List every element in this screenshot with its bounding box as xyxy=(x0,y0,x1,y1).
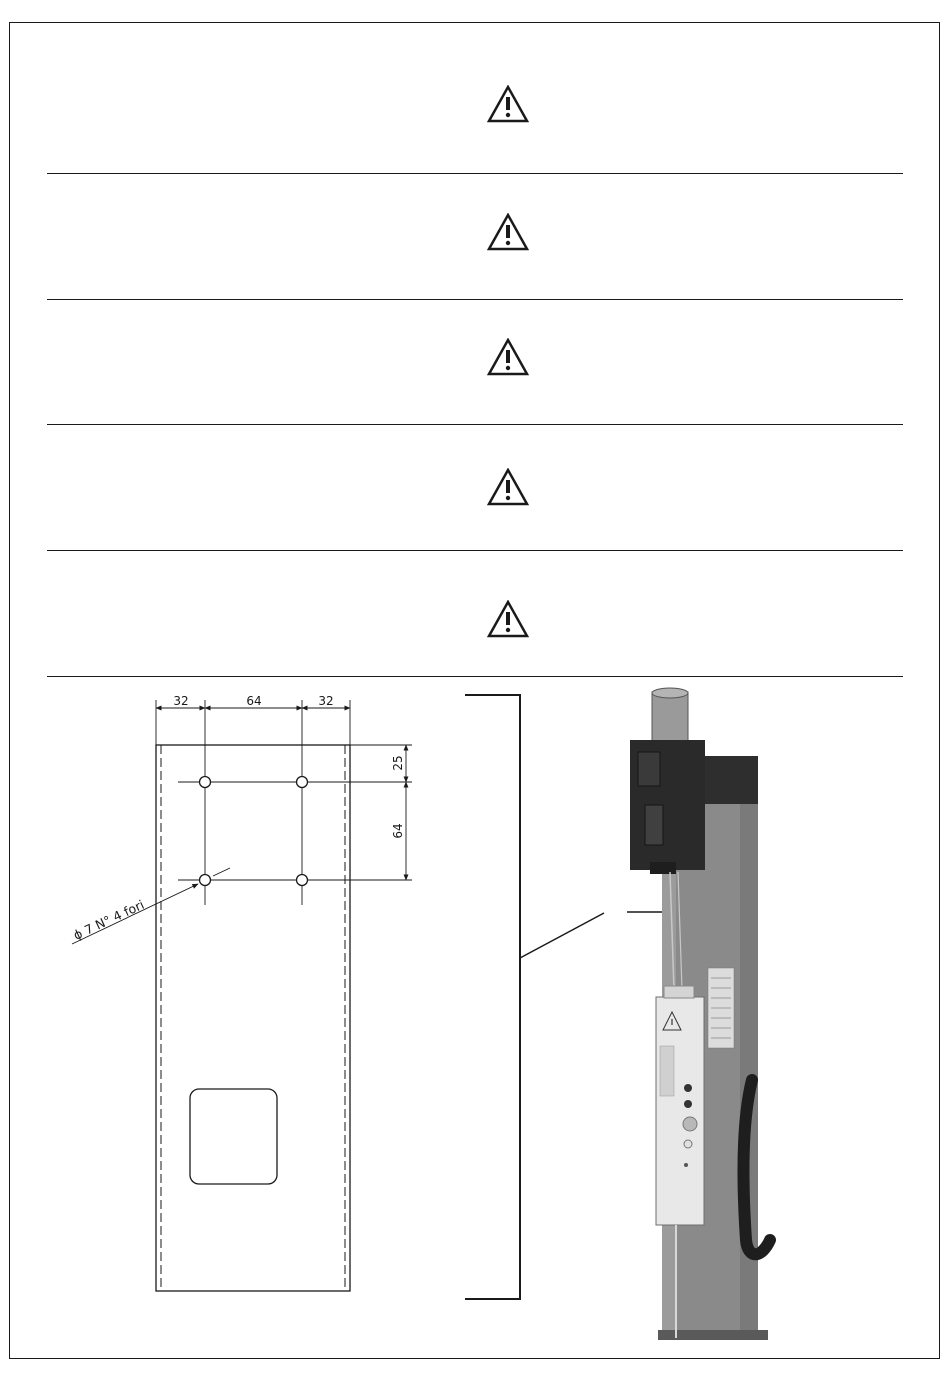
dimension-label: 64 xyxy=(391,823,405,839)
mounting-drawing xyxy=(0,680,950,1355)
plate-outline xyxy=(156,745,350,1291)
warning-triangle-icon xyxy=(487,85,529,123)
mounting-holes xyxy=(200,777,308,886)
hole-callout: ϕ 7 N° 4 fori xyxy=(70,896,147,943)
dimension-label: 25 xyxy=(391,755,405,771)
cutout-window xyxy=(190,1089,277,1184)
section-divider xyxy=(47,676,903,677)
dimension-label: 64 xyxy=(246,694,262,708)
section-divider xyxy=(47,424,903,425)
dimension-label: 32 xyxy=(173,694,189,708)
lift-column-photo xyxy=(630,688,770,1340)
hole xyxy=(297,875,308,886)
hole xyxy=(200,777,211,788)
hole xyxy=(200,875,211,886)
warning-triangle-icon xyxy=(487,600,529,638)
dimension-label: 32 xyxy=(318,694,334,708)
motor-box xyxy=(630,740,705,874)
section-divider xyxy=(47,550,903,551)
hole xyxy=(297,777,308,788)
section-divider xyxy=(47,299,903,300)
warning-triangle-icon xyxy=(487,213,529,251)
section-divider xyxy=(47,173,903,174)
warning-triangle-icon xyxy=(487,338,529,376)
warning-triangle-icon xyxy=(487,468,529,506)
